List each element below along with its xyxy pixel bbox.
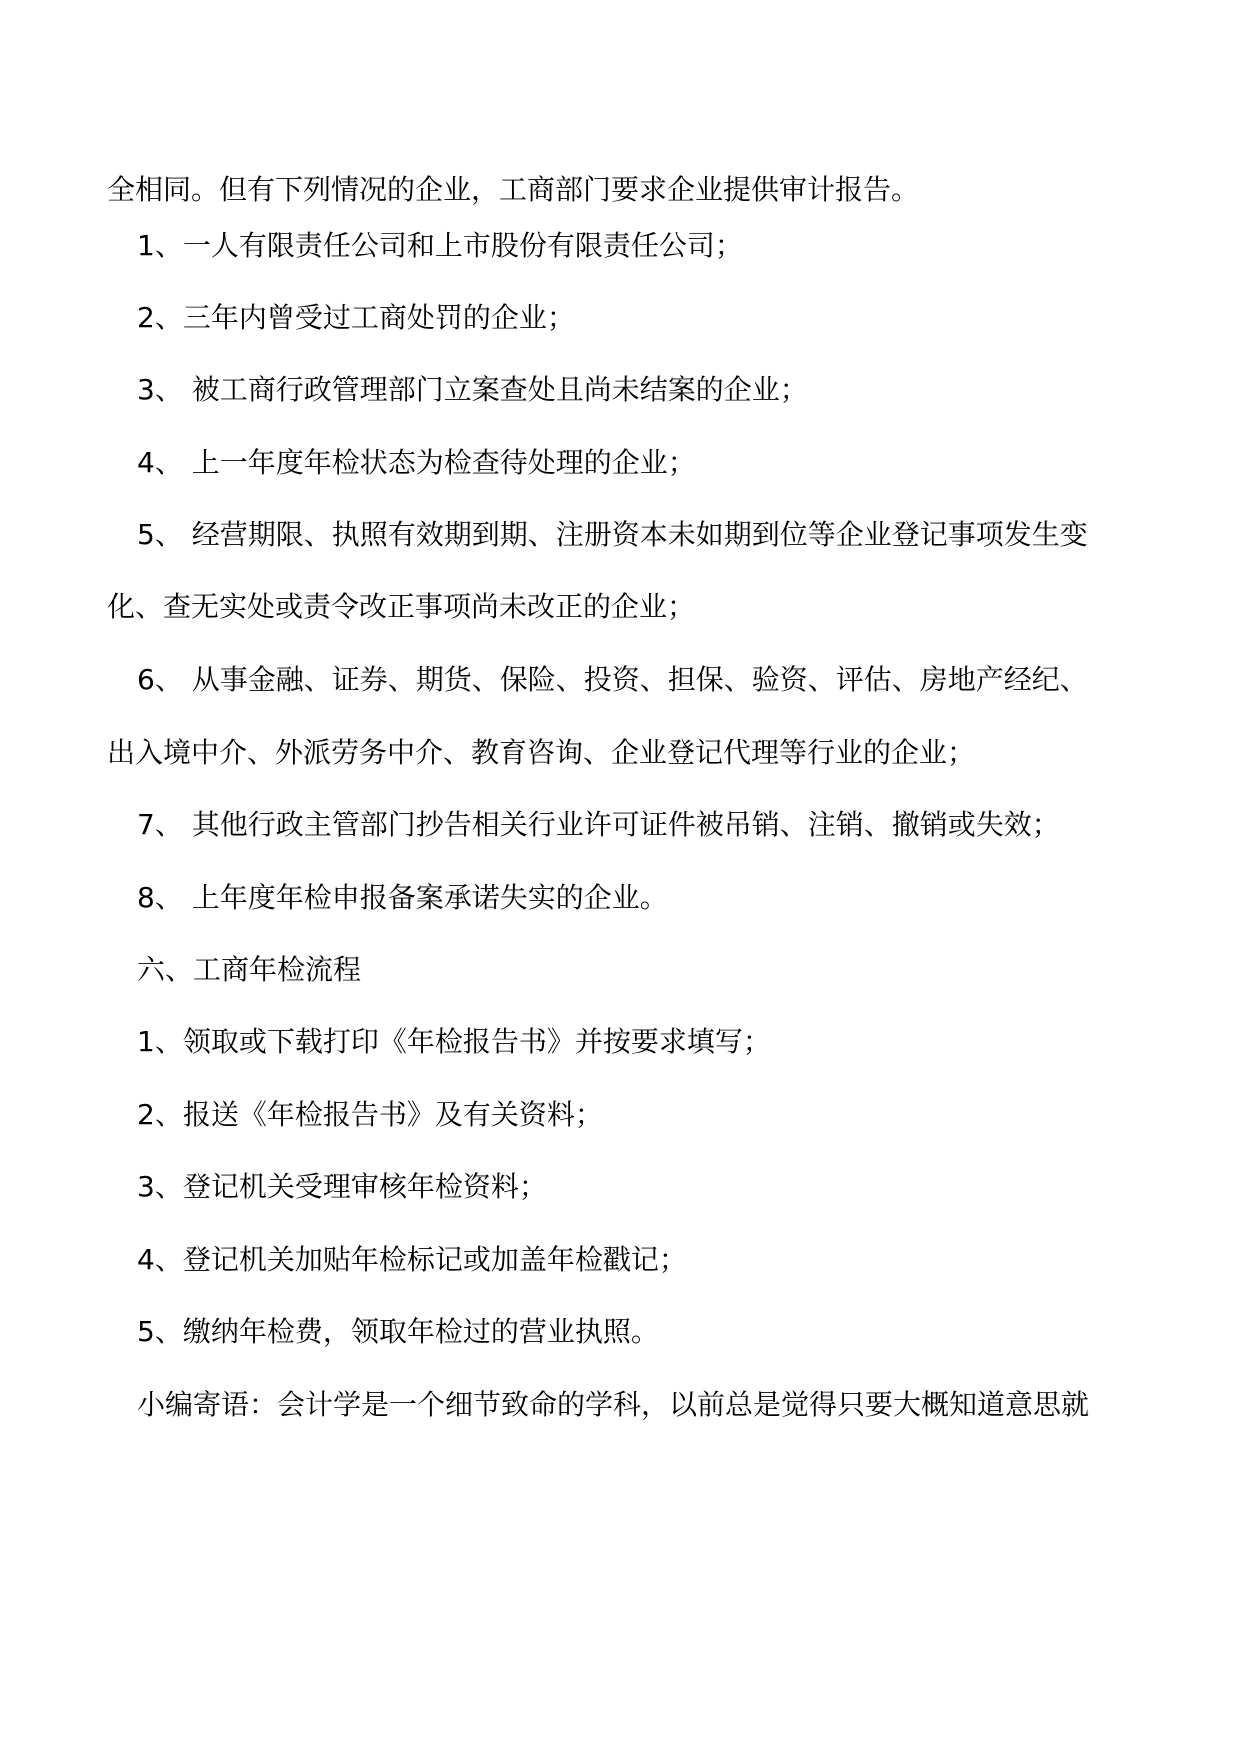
list-item: 4、登记机关加贴年检标记或加盖年检戳记； — [137, 1243, 687, 1276]
list-item: 3、登记机关受理审核年检资料； — [137, 1170, 547, 1203]
list-item: 1、领取或下载打印《年检报告书》并按要求填写； — [137, 1025, 771, 1058]
editor-note: 小编寄语：会计学是一个细节致命的学科，以前总是觉得只要大概知道意思就 — [137, 1388, 1090, 1421]
list-item: 2、报送《年检报告书》及有关资料； — [137, 1098, 603, 1131]
list-item: 2、三年内曾受过工商处罚的企业； — [137, 301, 575, 334]
list-item: 3、 被工商行政管理部门立案查处且尚未结案的企业； — [137, 373, 808, 406]
list-item: 5、缴纳年检费，领取年检过的营业执照。 — [137, 1315, 659, 1348]
list-item-continuation: 化、查无实处或责令改正事项尚未改正的企业； — [107, 590, 696, 623]
list-item: 6、 从事金融、证券、期货、保险、投资、担保、验资、评估、房地产经纪、 — [137, 663, 1088, 696]
list-item-continuation: 出入境中介、外派劳务中介、教育咨询、企业登记代理等行业的企业； — [107, 736, 976, 769]
list-item: 7、 其他行政主管部门抄告相关行业许可证件被吊销、注销、撤销或失效； — [137, 808, 1060, 841]
list-item: 4、 上一年度年检状态为检查待处理的企业； — [137, 446, 696, 479]
list-item: 8、 上年度年检申报备案承诺失实的企业。 — [137, 881, 668, 914]
list-item: 5、 经营期限、执照有效期到期、注册资本未如期到位等企业登记事项发生变 — [137, 518, 1088, 551]
list-item: 1、一人有限责任公司和上市股份有限责任公司； — [137, 229, 743, 262]
section-heading: 六、工商年检流程 — [137, 953, 362, 986]
paragraph-continuation: 全相同。但有下列情况的企业，工商部门要求企业提供审计报告。 — [107, 173, 920, 206]
